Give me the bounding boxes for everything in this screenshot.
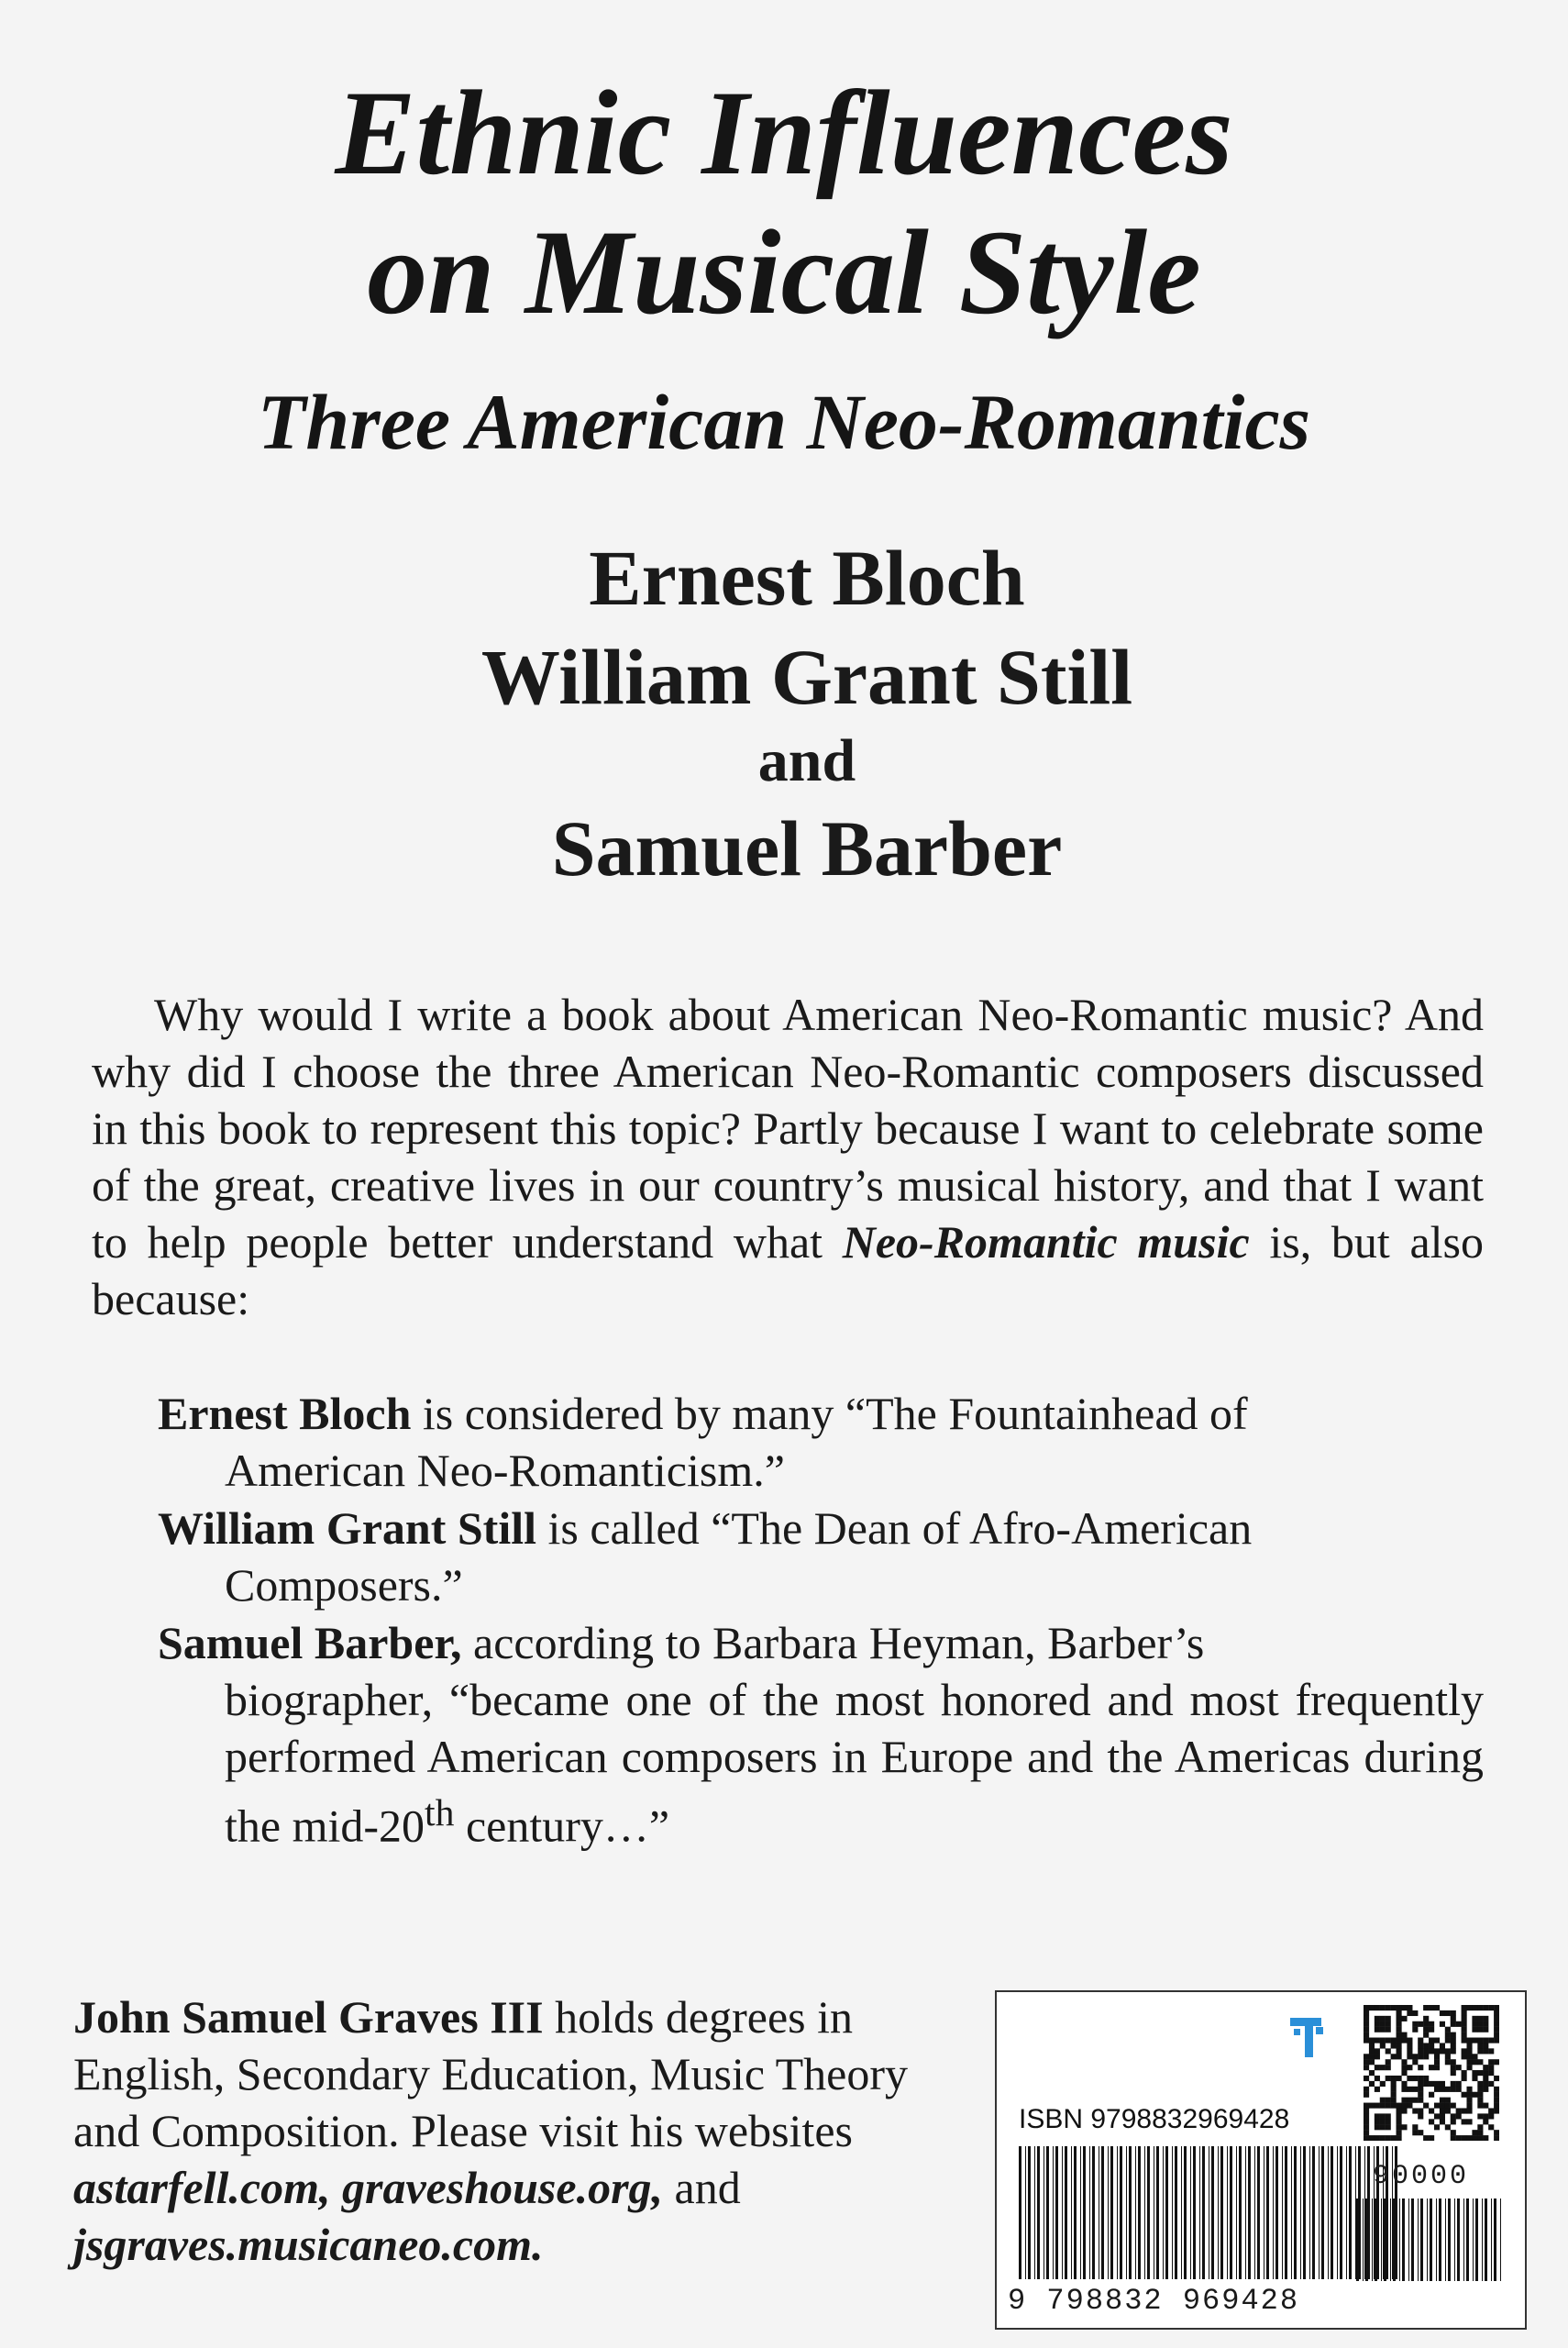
intro-text-end: is, but also because:	[92, 1216, 1484, 1324]
item-text-part: biographer, “became one of the most honored and most frequently performed American composers in Europe and the Americas during the mid-20	[225, 1674, 1484, 1852]
item-name: Samuel Barber,	[158, 1617, 462, 1668]
composer-item-still	[158, 1500, 1484, 1613]
intro-emphasis: Neo-Romantic music	[842, 1216, 1250, 1268]
item-text: is called “The Dean of Afro-American	[536, 1502, 1253, 1554]
price-addon-digits: 90000	[1373, 2161, 1470, 2192]
book-subtitle: Three American Neo-Romantics	[257, 378, 1311, 466]
composer-item-barber	[158, 1614, 1484, 1855]
item-name: Ernest Bloch	[158, 1388, 412, 1439]
isbn-label: ISBN 9798832969428	[1019, 2104, 1290, 2134]
author-text: holds degrees in English, Secondary Education, Music Theory and Composition. Please visit his websites	[73, 1991, 909, 2156]
website-links: astarfell.com, graveshouse.org,	[73, 2162, 664, 2213]
qr-code-icon	[1364, 2005, 1499, 2141]
item-text: according to Barbara Heyman, Barber’s	[461, 1617, 1205, 1668]
item-name: William Grant Still	[158, 1502, 536, 1554]
publisher-logo-icon	[1288, 2014, 1329, 2060]
item-text-continued: Composers.”	[225, 1559, 463, 1611]
book-title-line2: on Musical Style	[367, 205, 1201, 339]
composer-conjunction: and	[757, 727, 856, 794]
item-text-part: century…”	[454, 1800, 670, 1852]
composer-item-bloch	[158, 1385, 1484, 1499]
composer-name-still: William Grant Still	[480, 633, 1133, 721]
item-text-continued: American Neo-Romanticism.”	[225, 1445, 785, 1496]
ordinal-superscript: th	[425, 1792, 455, 1834]
barcode-digits: 9 798832 969428	[1008, 2284, 1300, 2318]
composer-name-bloch: Ernest Bloch	[589, 534, 1025, 622]
isbn-barcode	[1017, 2146, 1400, 2279]
item-text-continued	[158, 1671, 1484, 1855]
composer-name-barber: Samuel Barber	[551, 804, 1063, 892]
intro-text-start: Why would I write a book about American Neo-Romantic music? And why did I choose the three American Neo-Romantic composers discussed in this book to represent this topic? Partly because I want to celebrate some of the great, creative lives in our country’s musical history, and that I want to help people better understand what	[92, 989, 1484, 1268]
website-link: jsgraves.musicaneo.com.	[73, 2219, 544, 2270]
author-bio	[73, 1988, 954, 2273]
barcode-box	[995, 1990, 1527, 2330]
author-and: and	[663, 2162, 741, 2213]
item-text: is considered by many “The Fountainhead of	[411, 1388, 1248, 1439]
author-name: John Samuel Graves III	[73, 1991, 544, 2043]
addon-barcode	[1354, 2198, 1506, 2281]
intro-paragraph	[92, 986, 1484, 1327]
book-title-line1: Ethnic Influences	[335, 65, 1233, 200]
